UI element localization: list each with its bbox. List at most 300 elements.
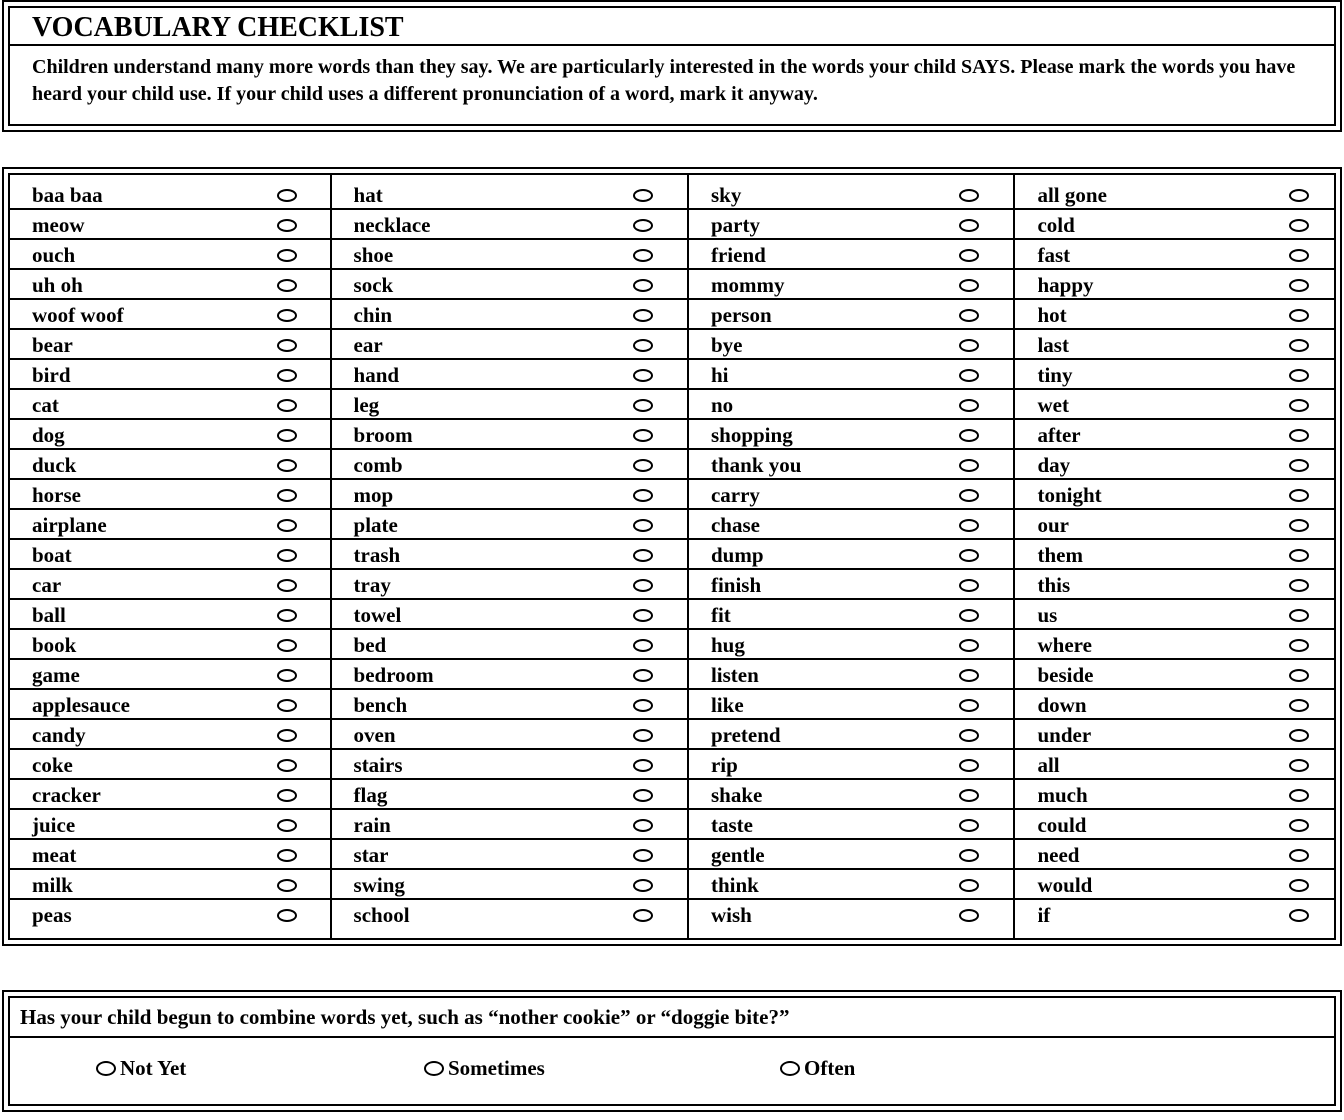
word-label: game [32,663,80,687]
word-label: horse [32,483,81,507]
word-label: down [1037,693,1087,717]
option-not-yet[interactable] [96,1056,186,1081]
word-label: juice [32,813,76,837]
word-label: our [1037,513,1069,537]
word-label: bye [710,333,743,357]
word-label: if [1037,903,1051,927]
option-label: Not Yet [120,1056,187,1080]
word-label: swing [353,873,405,897]
instructions-text: Children understand many more words than they say. We are particularly interested in the words your child SAYS. Please mark the words you have heard your child use. If your child uses a different pronunciation of a word, mark it anyway. [32,56,1296,105]
word-checkbox-circle-icon[interactable] [1289,249,1309,262]
word-label: baa baa [32,183,103,207]
word-row [332,780,687,810]
word-checkbox-circle-icon[interactable] [959,399,979,412]
word-row [10,330,330,360]
word-checkbox-circle-icon[interactable] [633,189,653,202]
word-row [689,900,1014,928]
word-label: no [710,393,734,417]
word-row [332,690,687,720]
word-checkbox-circle-icon[interactable] [1289,879,1309,892]
word-checkbox-circle-icon[interactable] [633,579,653,592]
word-row [332,750,687,780]
word-label: last [1037,333,1069,357]
word-label: much [1037,783,1088,807]
vocabulary-table [2,167,1342,946]
word-row [332,450,687,480]
word-row [10,690,330,720]
radio-circle-icon[interactable] [96,1061,116,1076]
word-checkbox-circle-icon[interactable] [277,879,297,892]
word-label: fast [1037,243,1071,267]
word-checkbox-circle-icon[interactable] [959,909,979,922]
word-row [689,240,1014,270]
word-label: uh oh [32,273,83,297]
instructions-inner [8,6,1336,126]
word-checkbox-circle-icon[interactable] [633,699,653,712]
word-label: this [1037,573,1071,597]
word-label: us [1037,603,1058,627]
word-label: broom [353,423,413,447]
word-checkbox-circle-icon[interactable] [277,909,297,922]
word-label: car [32,573,62,597]
word-label: woof woof [32,303,124,327]
option-often[interactable] [780,1056,855,1081]
word-row [1015,630,1334,660]
vocabulary-grid [8,173,1336,940]
word-checkbox-circle-icon[interactable] [277,429,297,442]
word-label: stairs [353,753,403,777]
word-checkbox-circle-icon[interactable] [277,519,297,532]
word-row [689,690,1014,720]
word-label: under [1037,723,1092,747]
word-row [1015,690,1334,720]
word-checkbox-circle-icon[interactable] [633,819,653,832]
word-row [689,210,1014,240]
word-label: bedroom [353,663,434,687]
word-checkbox-circle-icon[interactable] [277,669,297,682]
word-checkbox-circle-icon[interactable] [633,789,653,802]
option-label: Sometimes [448,1056,545,1080]
word-checkbox-circle-icon[interactable] [277,639,297,652]
word-checkbox-circle-icon[interactable] [277,759,297,772]
word-row [1015,420,1334,450]
word-checkbox-circle-icon[interactable] [959,219,979,232]
word-label: finish [710,573,762,597]
word-label: tonight [1037,483,1102,507]
word-label: peas [32,903,72,927]
word-checkbox-circle-icon[interactable] [959,249,979,262]
word-checkbox-circle-icon[interactable] [959,489,979,502]
word-row [332,270,687,300]
word-label: shopping [710,423,793,447]
word-row [10,720,330,750]
word-row [10,480,330,510]
word-row [1015,480,1334,510]
word-label: rain [353,813,391,837]
word-label: hand [353,363,400,387]
word-label: after [1037,423,1081,447]
word-label: hug [710,633,745,657]
word-row [332,720,687,750]
word-label: comb [353,453,403,477]
word-checkbox-circle-icon[interactable] [1289,549,1309,562]
word-row [10,660,330,690]
word-row [689,510,1014,540]
word-checkbox-circle-icon[interactable] [633,849,653,862]
word-label: would [1037,873,1093,897]
word-row [10,510,330,540]
word-checkbox-circle-icon[interactable] [633,399,653,412]
word-row [1015,720,1334,750]
word-checkbox-circle-icon[interactable] [1289,309,1309,322]
word-label: ball [32,603,66,627]
word-checkbox-circle-icon[interactable] [1289,369,1309,382]
word-row [10,420,330,450]
word-row [10,540,330,570]
word-checkbox-circle-icon[interactable] [277,819,297,832]
word-row [332,540,687,570]
word-checkbox-circle-icon[interactable] [277,279,297,292]
word-label: sock [353,273,394,297]
word-checkbox-circle-icon[interactable] [633,879,653,892]
word-label: bear [32,333,73,357]
word-checkbox-circle-icon[interactable] [633,279,653,292]
word-checkbox-circle-icon[interactable] [1289,489,1309,502]
word-checkbox-circle-icon[interactable] [277,489,297,502]
word-row [689,420,1014,450]
word-row [10,600,330,630]
word-checkbox-circle-icon[interactable] [633,489,653,502]
word-row [689,600,1014,630]
word-label: necklace [353,213,431,237]
word-checkbox-circle-icon[interactable] [633,729,653,742]
word-label: day [1037,453,1071,477]
word-checkbox-circle-icon[interactable] [1289,399,1309,412]
word-checkbox-circle-icon[interactable] [1289,789,1309,802]
word-row [10,840,330,870]
word-row [10,450,330,480]
word-label: leg [353,393,380,417]
word-label: boat [32,543,72,567]
word-row [10,900,330,928]
word-checkbox-circle-icon[interactable] [959,459,979,472]
word-label: sky [710,183,742,207]
word-checkbox-circle-icon[interactable] [959,579,979,592]
word-checkbox-circle-icon[interactable] [1289,429,1309,442]
word-checkbox-circle-icon[interactable] [1289,459,1309,472]
word-label: milk [32,873,73,897]
radio-circle-icon[interactable] [780,1061,800,1076]
word-checkbox-circle-icon[interactable] [633,429,653,442]
word-checkbox-circle-icon[interactable] [959,849,979,862]
word-label: carry [710,483,760,507]
word-column [1015,175,1334,938]
word-label: fit [710,603,731,627]
word-checkbox-circle-icon[interactable] [959,519,979,532]
word-row [1015,240,1334,270]
question-text: Has your child begun to combine words yet, such as “nother cookie” or “doggie bite?” [10,998,1334,1038]
word-checkbox-circle-icon[interactable] [959,279,979,292]
word-checkbox-circle-icon[interactable] [633,909,653,922]
word-label: oven [353,723,396,747]
word-label: could [1037,813,1087,837]
word-label: party [710,213,760,237]
option-sometimes[interactable] [424,1056,545,1081]
word-label: cracker [32,783,101,807]
word-row [332,330,687,360]
word-row [1015,900,1334,928]
word-checkbox-circle-icon[interactable] [1289,579,1309,592]
word-checkbox-circle-icon[interactable] [1289,339,1309,352]
word-checkbox-circle-icon[interactable] [1289,279,1309,292]
word-label: coke [32,753,73,777]
word-row [1015,870,1334,900]
word-row [332,870,687,900]
word-row [689,360,1014,390]
word-row [1015,330,1334,360]
word-row [689,780,1014,810]
word-label: all [1037,753,1060,777]
word-checkbox-circle-icon[interactable] [959,369,979,382]
word-checkbox-circle-icon[interactable] [277,219,297,232]
word-row [689,540,1014,570]
word-checkbox-circle-icon[interactable] [277,459,297,472]
word-label: listen [710,663,759,687]
word-row [10,810,330,840]
combine-words-question-box [2,990,1342,1112]
word-checkbox-circle-icon[interactable] [277,189,297,202]
word-row [332,570,687,600]
word-checkbox-circle-icon[interactable] [633,219,653,232]
word-checkbox-circle-icon[interactable] [959,429,979,442]
word-checkbox-circle-icon[interactable] [277,849,297,862]
word-checkbox-circle-icon[interactable] [633,249,653,262]
word-label: towel [353,603,402,627]
word-row [1015,600,1334,630]
word-label: dump [710,543,764,567]
word-label: chase [710,513,760,537]
word-row [1015,780,1334,810]
word-checkbox-circle-icon[interactable] [277,309,297,322]
word-checkbox-circle-icon[interactable] [633,759,653,772]
word-checkbox-circle-icon[interactable] [633,369,653,382]
word-row [689,390,1014,420]
word-label: bird [32,363,71,387]
word-row [10,240,330,270]
word-checkbox-circle-icon[interactable] [1289,669,1309,682]
word-row [332,480,687,510]
word-label: person [710,303,772,327]
word-row [689,300,1014,330]
word-row [10,180,330,210]
word-row [1015,810,1334,840]
word-label: chin [353,303,393,327]
word-label: cat [32,393,59,417]
word-row [1015,210,1334,240]
word-label: mop [353,483,394,507]
word-label: ouch [32,243,76,267]
word-row [689,180,1014,210]
word-row [10,870,330,900]
word-label: think [710,873,759,897]
word-checkbox-circle-icon[interactable] [633,339,653,352]
word-row [689,480,1014,510]
word-checkbox-circle-icon[interactable] [959,339,979,352]
word-label: dog [32,423,65,447]
word-label: book [32,633,77,657]
word-row [332,240,687,270]
word-checkbox-circle-icon[interactable] [633,669,653,682]
word-checkbox-circle-icon[interactable] [277,609,297,622]
word-column [10,175,332,938]
word-label: pretend [710,723,781,747]
word-label: happy [1037,273,1094,297]
word-row [1015,540,1334,570]
word-row [689,450,1014,480]
word-label: bed [353,633,387,657]
word-row [10,630,330,660]
word-row [332,420,687,450]
page-title: VOCABULARY CHECKLIST [10,8,1334,46]
word-row [689,870,1014,900]
word-label: hat [353,183,383,207]
word-checkbox-circle-icon[interactable] [1289,729,1309,742]
word-label: flag [353,783,388,807]
word-row [332,900,687,928]
word-checkbox-circle-icon[interactable] [633,459,653,472]
word-checkbox-circle-icon[interactable] [959,309,979,322]
word-row [1015,660,1334,690]
word-row [332,630,687,660]
word-checkbox-circle-icon[interactable] [1289,609,1309,622]
word-label: rip [710,753,738,777]
word-checkbox-circle-icon[interactable] [959,789,979,802]
word-row [689,810,1014,840]
radio-circle-icon[interactable] [424,1061,444,1076]
word-label: duck [32,453,77,477]
word-row [1015,390,1334,420]
word-checkbox-circle-icon[interactable] [959,609,979,622]
word-row [1015,300,1334,330]
word-label: candy [32,723,86,747]
word-label: like [710,693,744,717]
question-inner [8,996,1336,1106]
word-row [10,780,330,810]
word-label: them [1037,543,1083,567]
word-checkbox-circle-icon[interactable] [959,879,979,892]
word-label: school [353,903,410,927]
word-checkbox-circle-icon[interactable] [1289,759,1309,772]
word-row [1015,750,1334,780]
word-label: shake [710,783,763,807]
word-row [1015,570,1334,600]
word-label: applesauce [32,693,131,717]
word-row [332,840,687,870]
word-label: trash [353,543,401,567]
word-label: hot [1037,303,1067,327]
word-checkbox-circle-icon[interactable] [1289,909,1309,922]
word-label: star [353,843,389,867]
word-checkbox-circle-icon[interactable] [633,519,653,532]
word-checkbox-circle-icon[interactable] [633,639,653,652]
word-checkbox-circle-icon[interactable] [277,249,297,262]
word-checkbox-circle-icon[interactable] [959,729,979,742]
word-checkbox-circle-icon[interactable] [277,369,297,382]
word-checkbox-circle-icon[interactable] [1289,699,1309,712]
word-label: shoe [353,243,394,267]
word-label: cold [1037,213,1075,237]
word-label: airplane [32,513,107,537]
word-checkbox-circle-icon[interactable] [959,189,979,202]
word-checkbox-circle-icon[interactable] [959,699,979,712]
word-label: tiny [1037,363,1073,387]
word-label: all gone [1037,183,1107,207]
word-label: wish [710,903,752,927]
word-checkbox-circle-icon[interactable] [277,339,297,352]
word-checkbox-circle-icon[interactable] [959,549,979,562]
word-row [10,750,330,780]
word-checkbox-circle-icon[interactable] [633,309,653,322]
word-checkbox-circle-icon[interactable] [1289,819,1309,832]
word-column [332,175,689,938]
word-checkbox-circle-icon[interactable] [277,729,297,742]
word-row [689,330,1014,360]
word-row [10,270,330,300]
word-label: wet [1037,393,1069,417]
word-checkbox-circle-icon[interactable] [959,819,979,832]
word-checkbox-circle-icon[interactable] [959,639,979,652]
word-row [689,660,1014,690]
word-label: plate [353,513,398,537]
word-row [332,810,687,840]
option-label: Often [804,1056,856,1080]
word-row [689,630,1014,660]
word-label: meat [32,843,77,867]
word-label: friend [710,243,766,267]
word-row [10,300,330,330]
word-checkbox-circle-icon[interactable] [277,579,297,592]
word-row [1015,270,1334,300]
word-checkbox-circle-icon[interactable] [959,669,979,682]
word-checkbox-circle-icon[interactable] [277,549,297,562]
word-row [689,570,1014,600]
word-row [10,360,330,390]
word-row [332,600,687,630]
word-row [10,390,330,420]
word-row [332,360,687,390]
word-checkbox-circle-icon[interactable] [277,399,297,412]
word-label: taste [710,813,753,837]
word-label: hi [710,363,729,387]
word-row [1015,450,1334,480]
word-row [1015,360,1334,390]
word-checkbox-circle-icon[interactable] [633,549,653,562]
word-checkbox-circle-icon[interactable] [1289,189,1309,202]
word-checkbox-circle-icon[interactable] [1289,639,1309,652]
word-column [689,175,1016,938]
word-row [689,840,1014,870]
word-checkbox-circle-icon[interactable] [959,759,979,772]
word-checkbox-circle-icon[interactable] [1289,219,1309,232]
word-checkbox-circle-icon[interactable] [277,699,297,712]
word-checkbox-circle-icon[interactable] [1289,519,1309,532]
word-checkbox-circle-icon[interactable] [277,789,297,802]
word-label: gentle [710,843,765,867]
word-checkbox-circle-icon[interactable] [1289,849,1309,862]
word-row [332,660,687,690]
word-checkbox-circle-icon[interactable] [633,609,653,622]
word-row [332,510,687,540]
